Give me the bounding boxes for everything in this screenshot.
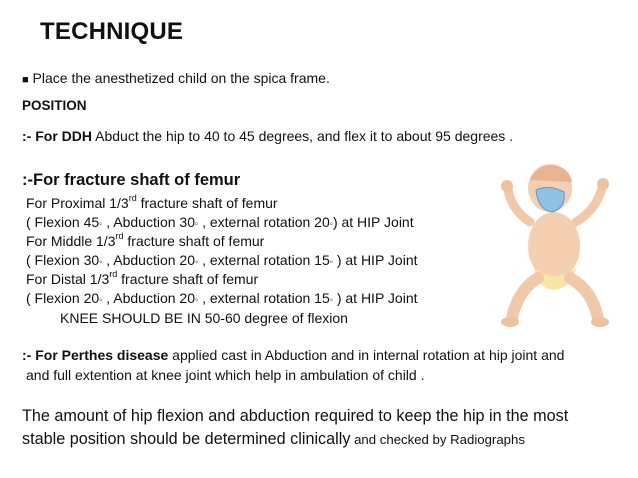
position-heading: POSITION — [22, 98, 87, 113]
slide-title: TECHNIQUE — [40, 18, 184, 45]
degree-symbol: ◦ — [195, 218, 199, 229]
femur-line-middle-angles — [26, 252, 418, 268]
ddh-text: Abduct the hip to 40 to 45 degrees, and flex it to about 95 degrees . — [95, 128, 514, 144]
degree-symbol: ◦ — [329, 294, 333, 305]
ddh-line — [22, 128, 513, 144]
closing-main: stable position should be determined clinically — [22, 430, 351, 448]
degree-symbol: ◦ — [99, 294, 103, 305]
superscript: rd — [128, 193, 137, 203]
femur-line-text: For Distal 1/3 — [26, 271, 110, 287]
femur-line-proximal-angles — [26, 214, 414, 230]
angle-text: ) at HIP Joint — [332, 214, 414, 230]
degree-symbol: ◦ — [99, 256, 103, 267]
superscript: rd — [109, 269, 118, 279]
femur-line-text: fracture shaft of femur — [136, 195, 278, 211]
perthes-text: applied cast in Abduction and in internal rotation at hip joint and — [168, 347, 565, 363]
degree-symbol: ◦ — [99, 218, 103, 229]
femur-line-proximal — [26, 195, 278, 211]
infant-spica-illustration — [478, 150, 638, 330]
femur-heading: :-For fracture shaft of femur — [22, 171, 241, 189]
perthes-line-1 — [22, 347, 564, 363]
angle-text: , Abduction 30 — [102, 214, 195, 230]
perthes-line-2: and full extention at knee joint which help in ambulation of child . — [26, 367, 425, 383]
angle-text: ( Flexion 20 — [26, 290, 100, 306]
femur-line-text: For Middle 1/3 — [26, 233, 116, 249]
angle-text: , external rotation 15 — [198, 290, 330, 306]
angle-text: ) at HIP Joint — [332, 290, 418, 306]
bullet-line — [22, 70, 330, 86]
bullet-text: Place the anesthetized child on the spica frame. — [32, 70, 330, 86]
angle-text: , Abduction 20 — [102, 290, 195, 306]
angle-text: ( Flexion 30 — [26, 252, 100, 268]
angle-text: ) at HIP Joint — [332, 252, 418, 268]
degree-symbol: ◦ — [195, 256, 199, 267]
femur-line-distal-angles — [26, 290, 418, 306]
degree-symbol: ◦ — [195, 294, 199, 305]
angle-text: ( Flexion 45 — [26, 214, 100, 230]
degree-symbol: ◦ — [329, 256, 333, 267]
femur-line-text: fracture shaft of femur — [117, 271, 259, 287]
angle-text: , external rotation 20 — [198, 214, 330, 230]
ddh-prefix: :- For DDH — [22, 128, 92, 144]
femur-line-middle — [26, 233, 264, 249]
superscript: rd — [115, 231, 124, 241]
degree-symbol: ◦ — [329, 218, 333, 229]
angle-text: , external rotation 15 — [198, 252, 330, 268]
angle-text: , Abduction 20 — [102, 252, 195, 268]
closing-line-1: The amount of hip flexion and abduction required to keep the hip in the most — [22, 407, 569, 425]
femur-line-text: fracture shaft of femur — [123, 233, 265, 249]
bullet-marker: ■ — [22, 74, 29, 86]
knee-note: KNEE SHOULD BE IN 50-60 degree of flexion — [60, 310, 348, 326]
perthes-prefix: :- For Perthes disease — [22, 347, 169, 363]
femur-line-distal — [26, 271, 258, 287]
closing-line-2 — [22, 430, 525, 449]
closing-small: and checked by Radiographs — [350, 432, 525, 447]
femur-line-text: For Proximal 1/3 — [26, 195, 129, 211]
